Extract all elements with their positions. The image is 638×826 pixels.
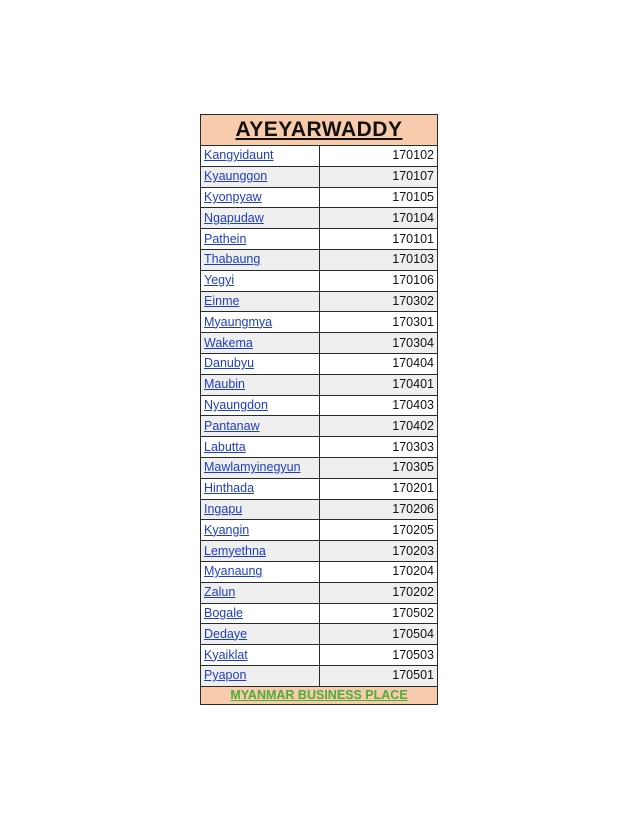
- postal-code: 170302: [319, 291, 438, 312]
- postal-code: 170404: [319, 353, 438, 374]
- table-row: [201, 582, 438, 603]
- table-row: [201, 603, 438, 624]
- township-link[interactable]: Hinthada: [201, 478, 320, 499]
- postal-code: 170403: [319, 395, 438, 416]
- township-link[interactable]: Myanaung: [201, 561, 320, 582]
- postal-code: 170402: [319, 416, 438, 437]
- township-link[interactable]: Mawlamyinegyun: [201, 457, 320, 478]
- township-link[interactable]: Kyaunggon: [201, 166, 320, 187]
- postal-code: 170502: [319, 603, 438, 624]
- postal-code: 170201: [319, 478, 438, 499]
- township-link[interactable]: Pantanaw: [201, 416, 320, 437]
- postal-code: 170503: [319, 645, 438, 666]
- table-row: [201, 665, 438, 686]
- postal-code: 170101: [319, 229, 438, 250]
- table-row: [201, 353, 438, 374]
- table-row: [201, 146, 438, 167]
- table-row: [201, 208, 438, 229]
- township-link[interactable]: Ingapu: [201, 499, 320, 520]
- township-link[interactable]: Lemyethna: [201, 541, 320, 562]
- table-row: [201, 312, 438, 333]
- township-link[interactable]: Kyaiklat: [201, 645, 320, 666]
- township-link[interactable]: Wakema: [201, 333, 320, 354]
- postal-code: 170204: [319, 561, 438, 582]
- township-link[interactable]: Ngapudaw: [201, 208, 320, 229]
- table-row: [201, 416, 438, 437]
- township-link[interactable]: Zalun: [201, 582, 320, 603]
- postal-code: 170305: [319, 457, 438, 478]
- postal-code: 170104: [319, 208, 438, 229]
- table-body: [201, 146, 438, 687]
- table-title: AYEYARWADDY: [201, 115, 438, 146]
- table-row: [201, 499, 438, 520]
- table-row: [201, 457, 438, 478]
- postal-code: 170102: [319, 146, 438, 167]
- township-link[interactable]: Danubyu: [201, 353, 320, 374]
- footer-row: [201, 686, 438, 704]
- postal-code: 170106: [319, 270, 438, 291]
- postal-code: 170205: [319, 520, 438, 541]
- table-row: [201, 624, 438, 645]
- postal-code: 170504: [319, 624, 438, 645]
- table-row: [201, 437, 438, 458]
- table-row: [201, 270, 438, 291]
- township-link[interactable]: Dedaye: [201, 624, 320, 645]
- table-row: [201, 249, 438, 270]
- table-row: [201, 229, 438, 250]
- township-link[interactable]: Labutta: [201, 437, 320, 458]
- postal-code: 170303: [319, 437, 438, 458]
- township-link[interactable]: Einme: [201, 291, 320, 312]
- postal-code: 170301: [319, 312, 438, 333]
- postal-code: 170304: [319, 333, 438, 354]
- township-link[interactable]: Kyonpyaw: [201, 187, 320, 208]
- zip-code-table: [200, 114, 438, 705]
- postal-code: 170501: [319, 665, 438, 686]
- table-footer: MYANMAR BUSINESS PLACE: [201, 686, 438, 704]
- title-row: [201, 115, 438, 146]
- table-row: [201, 395, 438, 416]
- postal-code: 170107: [319, 166, 438, 187]
- table-row: [201, 333, 438, 354]
- township-link[interactable]: Pathein: [201, 229, 320, 250]
- township-link[interactable]: Bogale: [201, 603, 320, 624]
- table-row: [201, 187, 438, 208]
- township-link[interactable]: Kangyidaunt: [201, 146, 320, 167]
- township-link[interactable]: Nyaungdon: [201, 395, 320, 416]
- table-row: [201, 166, 438, 187]
- postal-code: 170203: [319, 541, 438, 562]
- postal-code: 170103: [319, 249, 438, 270]
- postal-code: 170105: [319, 187, 438, 208]
- township-link[interactable]: Pyapon: [201, 665, 320, 686]
- postal-code: 170202: [319, 582, 438, 603]
- table-row: [201, 561, 438, 582]
- township-link[interactable]: Kyangin: [201, 520, 320, 541]
- postal-code: 170401: [319, 374, 438, 395]
- table-row: [201, 541, 438, 562]
- township-link[interactable]: Yegyi: [201, 270, 320, 291]
- township-link[interactable]: Myaungmya: [201, 312, 320, 333]
- table-row: [201, 478, 438, 499]
- table-row: [201, 374, 438, 395]
- table-row: [201, 645, 438, 666]
- township-link[interactable]: Thabaung: [201, 249, 320, 270]
- township-link[interactable]: Maubin: [201, 374, 320, 395]
- postal-code: 170206: [319, 499, 438, 520]
- table-row: [201, 520, 438, 541]
- table-row: [201, 291, 438, 312]
